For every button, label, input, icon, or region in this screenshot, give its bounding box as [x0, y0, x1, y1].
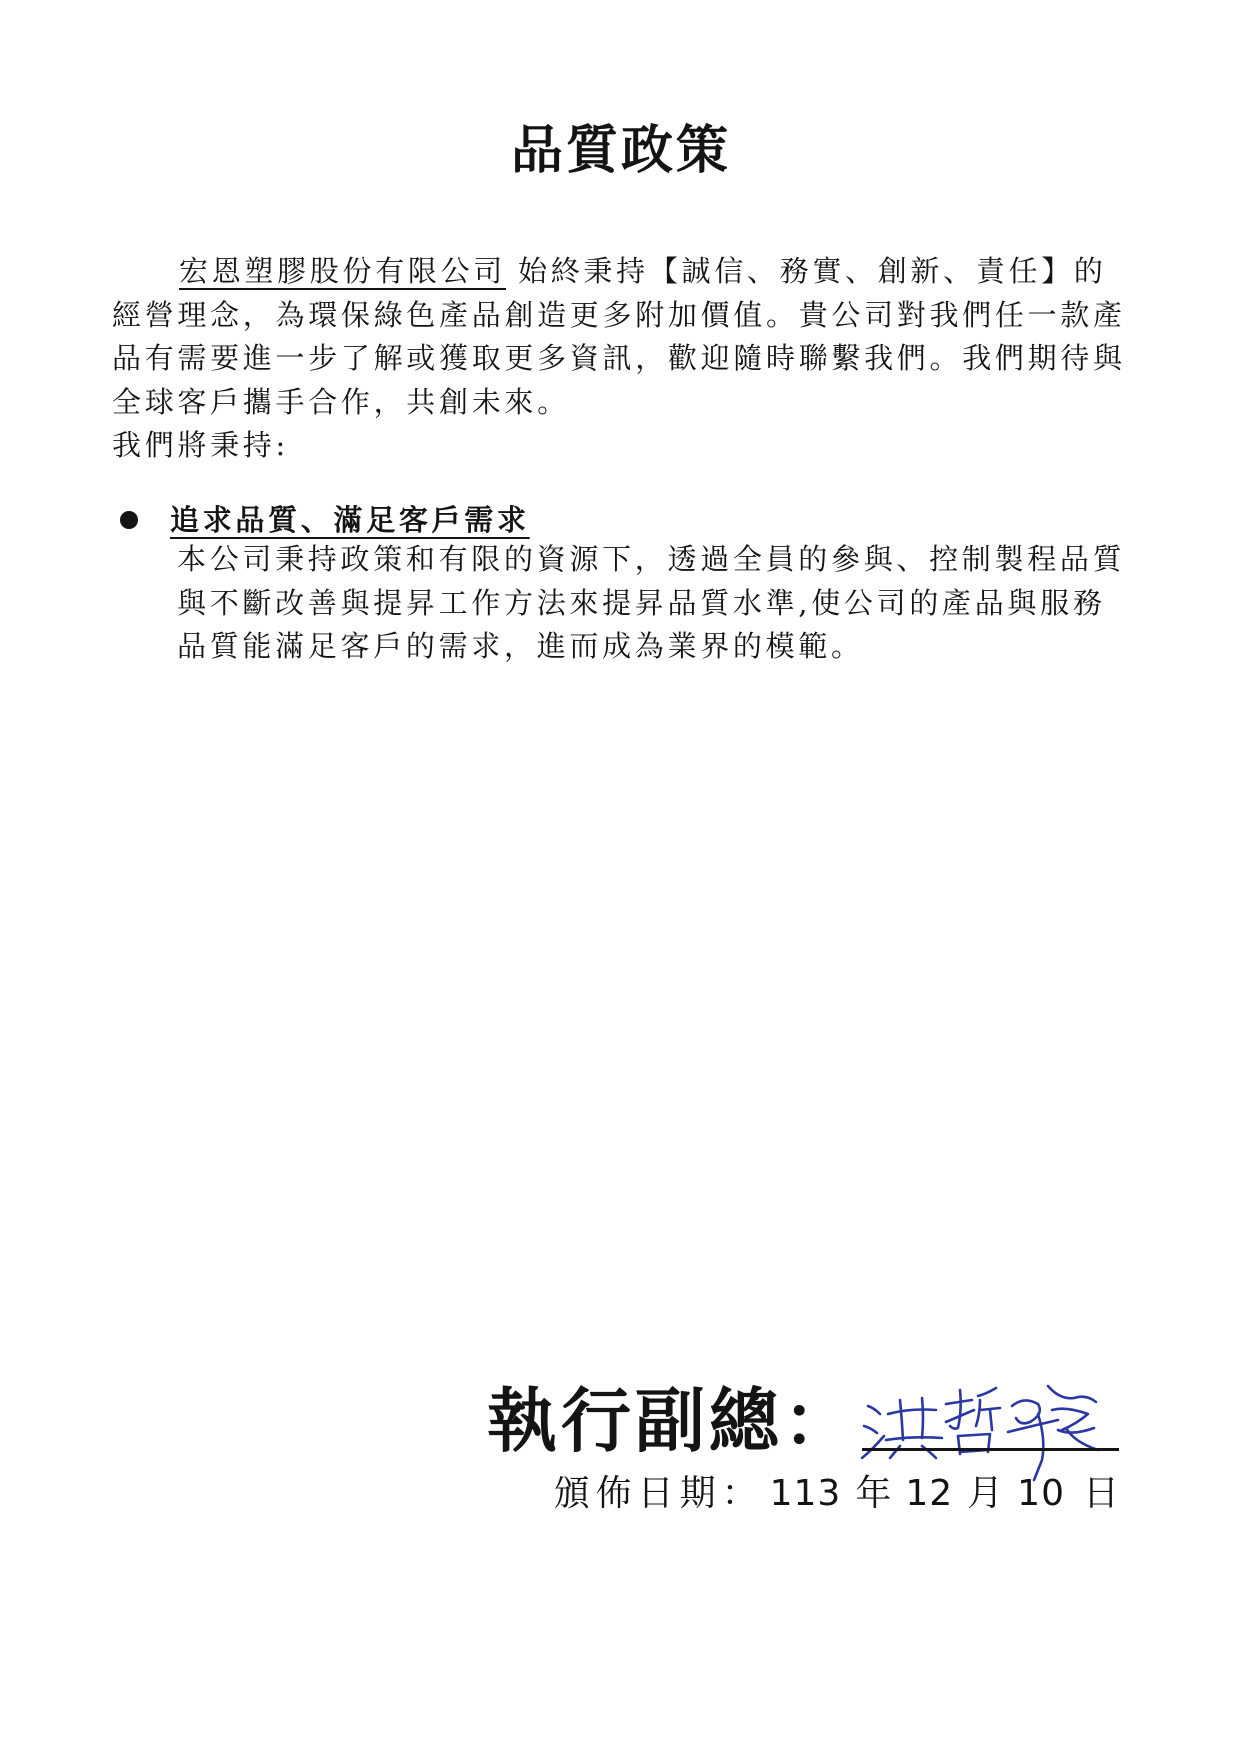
- signature-stroke: [862, 1436, 884, 1458]
- signature-stroke: [950, 1390, 961, 1429]
- signature-stroke: [864, 1426, 877, 1433]
- document-title: 品質政策: [510, 120, 731, 181]
- signature-stroke: [976, 1400, 980, 1426]
- issue-date-day: 10: [1017, 1473, 1065, 1514]
- signature-stroke: [868, 1406, 880, 1414]
- commitment-heading: 追求品質、滿足客戶需求: [170, 503, 530, 537]
- issue-date: [554, 1471, 1119, 1517]
- intro-line-1: [112, 250, 1126, 294]
- handwritten-signature: [862, 1370, 1122, 1485]
- signature-stroke: [946, 1400, 972, 1404]
- company-name: 宏恩塑膠股份有限公司: [179, 254, 507, 288]
- signature-stroke: [1048, 1386, 1096, 1402]
- issue-date-month: 12: [905, 1473, 954, 1514]
- signature-line: [862, 1448, 1119, 1451]
- issue-date-year-unit: 年: [855, 1473, 892, 1514]
- signature-stroke: [1012, 1400, 1040, 1423]
- commitment-body: [177, 538, 1125, 669]
- signature-stroke: [886, 1437, 942, 1440]
- commitment-line-1: 本公司秉持政策和有限的資源下，透過全員的參與、控制製程品質: [177, 542, 1126, 576]
- signature-stroke: [900, 1400, 903, 1440]
- signature-stroke: [978, 1388, 996, 1396]
- commitment-line-2: 與不斷改善與提昇工作方法來提昇品質水準,使公司的產品與服務: [177, 585, 1106, 620]
- commitment-line-3: 品質能滿足客戶的需求，進而成為業界的模範。: [177, 629, 864, 663]
- intro-line-2: 經營理念，為環保綠色產品創造更多附加價值。貴公司對我們任一款產: [112, 297, 1126, 332]
- issue-date-label: 頒佈日期：: [553, 1473, 764, 1514]
- signature-stroke: [1008, 1420, 1058, 1432]
- signature-stroke: [990, 1410, 992, 1430]
- signature-stroke: [922, 1398, 923, 1438]
- issue-date-day-unit: 日: [1082, 1473, 1119, 1514]
- signature-stroke: [888, 1410, 936, 1415]
- bullet-icon: [120, 511, 138, 529]
- intro-paragraph: [112, 250, 1126, 468]
- intro-lead-in: 我們將秉持:: [112, 428, 289, 462]
- issue-date-month-unit: 月: [967, 1473, 1004, 1514]
- intro-line-4: 全球客戶攜手合作，共創未來。: [112, 384, 570, 419]
- issue-date-year: 113: [769, 1473, 842, 1514]
- intro-line-1-rest: 始終秉持【誠信、務實、創新、責任】的: [518, 254, 1107, 288]
- signoff-title: 執行副總：: [487, 1380, 857, 1462]
- intro-line-3: 品有需要進一步了解或獲取更多資訊，歡迎隨時聯繫我們。我們期待與: [112, 341, 1126, 375]
